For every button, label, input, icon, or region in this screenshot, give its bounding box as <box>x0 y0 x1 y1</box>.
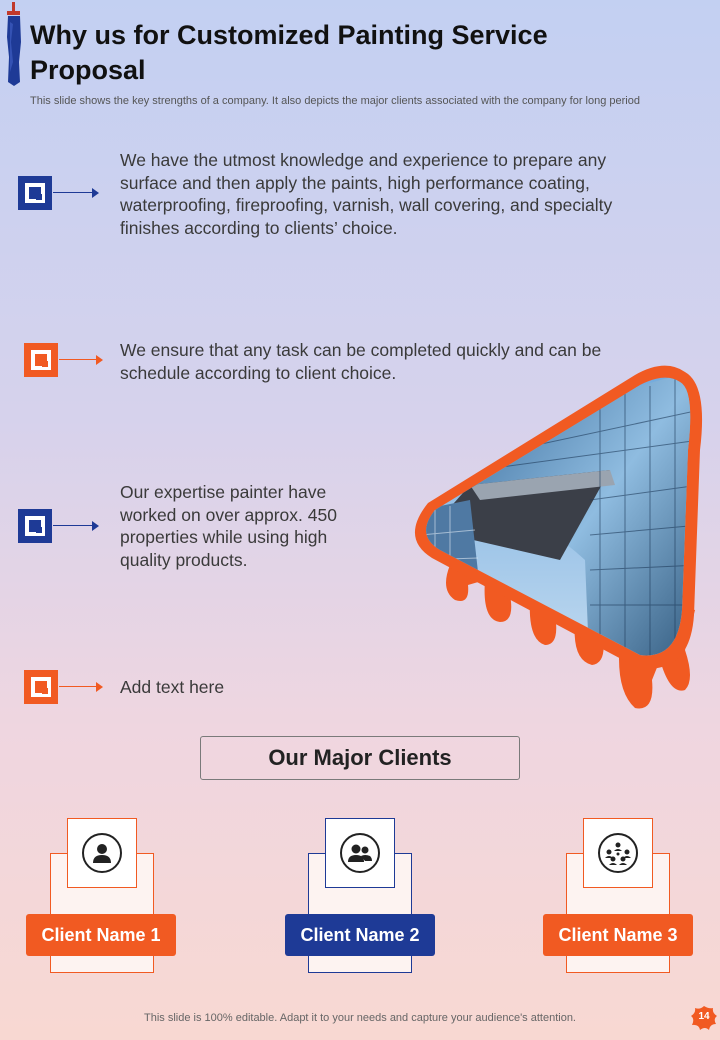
arrow-right-icon <box>53 521 99 531</box>
arrow-right-icon <box>53 188 99 198</box>
client-name-button[interactable]: Client Name 2 <box>285 914 435 956</box>
page-subtitle: This slide shows the key strengths of a company. It also depicts the major clients associated with the company for long period <box>30 95 640 107</box>
client-name-button[interactable]: Client Name 1 <box>26 914 176 956</box>
client-name-button[interactable]: Client Name 3 <box>543 914 693 956</box>
group-icon <box>598 833 638 873</box>
page-number-badge <box>689 1004 719 1032</box>
page-number: 14 <box>698 1011 710 1022</box>
square-target-icon <box>24 670 58 704</box>
square-target-icon <box>18 176 52 210</box>
feature-text: Add text here <box>120 677 225 697</box>
clients-title: Our Major Clients <box>200 736 520 780</box>
footer-text: This slide is 100% editable. Adapt it to your needs and capture your audience's attention. <box>144 1012 576 1024</box>
square-target-icon <box>18 509 52 543</box>
client-icon-box <box>583 818 653 888</box>
client-icon-box <box>67 818 137 888</box>
users-icon <box>340 833 380 873</box>
square-target-icon <box>24 343 58 377</box>
page-title: Why us for Customized Painting Service Proposal <box>30 20 548 85</box>
feature-text: Our expertise painter have worked on over approx. 450 properties while using high quality products. <box>120 482 337 570</box>
paint-roller-icon <box>4 2 24 86</box>
user-icon <box>82 833 122 873</box>
arrow-right-icon <box>59 682 103 692</box>
client-icon-box <box>325 818 395 888</box>
building-photo <box>410 360 710 720</box>
feature-text: We have the utmost knowledge and experience to prepare any surface and then apply the paints, high performance coating, waterproofing, fireproofing, varnish, wall covering, and specialty finishes according to clients’ choice. <box>120 150 613 238</box>
feature-text: We ensure that any task can be completed quickly and can be schedule according to client choice. <box>120 340 602 383</box>
arrow-right-icon <box>59 355 103 365</box>
